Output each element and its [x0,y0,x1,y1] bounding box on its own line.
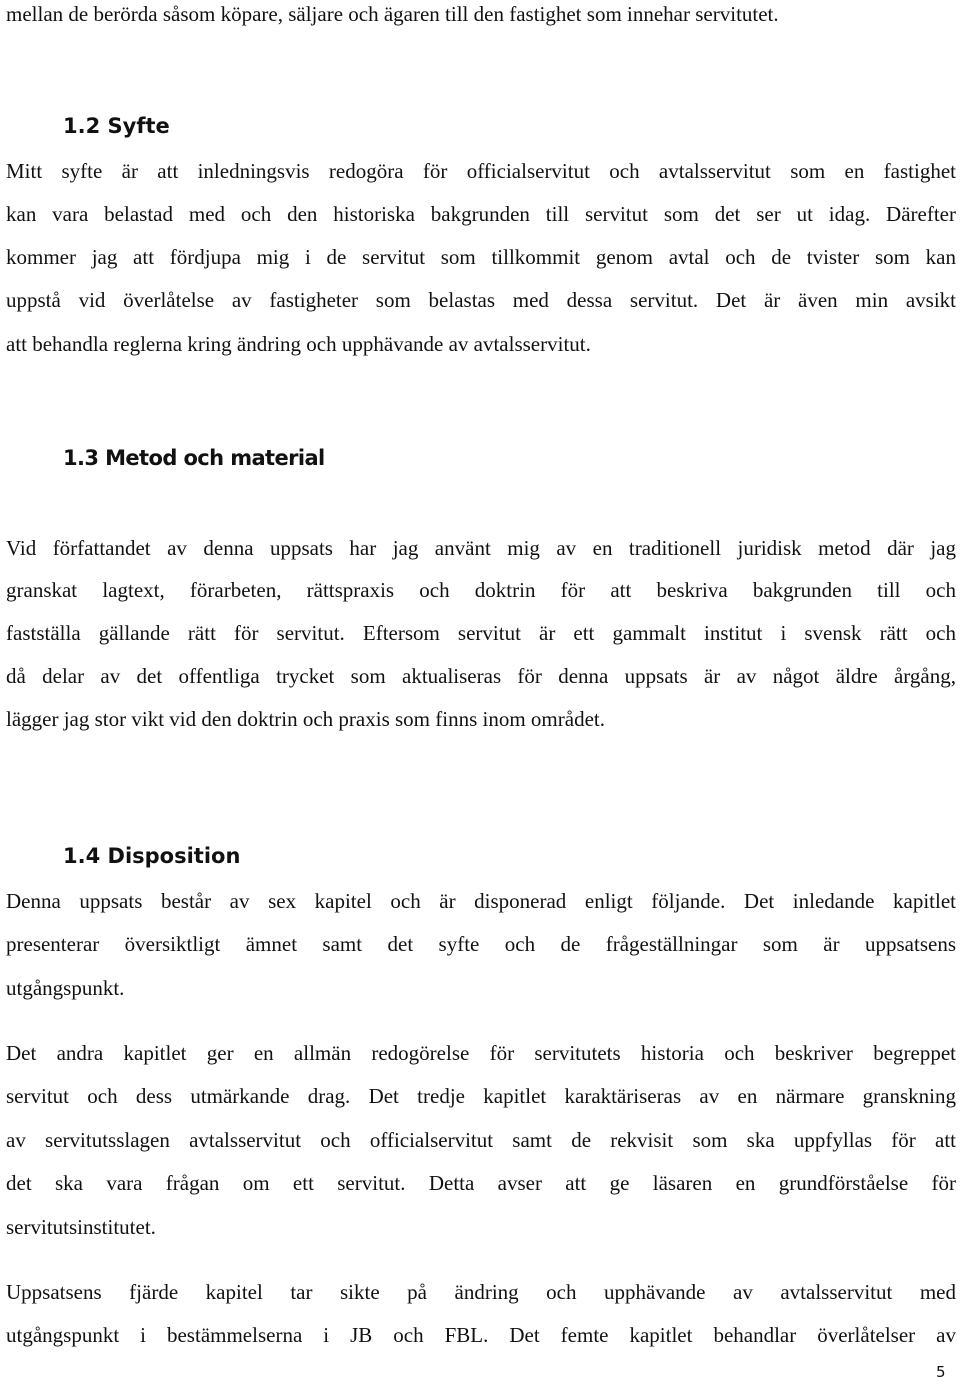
disposition-paragraph-line: Denna uppsats består av sex kapitel och är disponerad enligt följande. Det inledande kapitlet [6,889,956,913]
section-heading-syfte: 1.2 Syfte [63,114,170,138]
section-heading-metod: 1.3 Metod och material [63,446,325,470]
metod-paragraph-line: fastställa gällande rätt för servitut. Eftersom servitut är ett gammalt institut i svensk rätt och [6,621,956,645]
metod-paragraph-line: lägger jag stor vikt vid den doktrin och praxis som finns inom området. [6,707,605,731]
disposition-paragraph-line: utgångspunkt. [6,976,125,1000]
disposition-paragraph-line: Det andra kapitlet ger en allmän redogörelse för servitutets historia och beskriver begreppet [6,1041,956,1065]
disposition-paragraph-line: presenterar översiktligt ämnet samt det syfte och de frågeställningar som är uppsatsens [6,932,956,956]
metod-paragraph-line: då delar av det offentliga trycket som aktualiseras för denna uppsats är av något äldre årgång, [6,664,956,688]
syfte-paragraph-line: att behandla reglerna kring ändring och upphävande av avtalsservitut. [6,332,591,356]
syfte-paragraph-line: uppstå vid överlåtelse av fastigheter som belastas med dessa servitut. Det är även min avsikt [6,288,956,312]
metod-paragraph-line: Vid författandet av denna uppsats har jag använt mig av en traditionell juridisk metod där jag [6,536,956,560]
disposition-paragraph-line: Uppsatsens fjärde kapitel tar sikte på ändring och upphävande av avtalsservitut med [6,1280,956,1304]
syfte-paragraph-line: kan vara belastad med och den historiska bakgrunden till servitut som det ser ut idag. Därefter [6,202,956,226]
syfte-paragraph-line: Mitt syfte är att inledningsvis redogöra för officialservitut och avtalsservitut som en fastighet [6,159,956,183]
metod-paragraph-line: granskat lagtext, förarbeten, rättspraxis och doktrin för att beskriva bakgrunden till och [6,578,956,602]
syfte-paragraph-line: kommer jag att fördjupa mig i de servitut som tillkommit genom avtal och de tvister som kan [6,245,956,269]
disposition-paragraph-line: servitut och dess utmärkande drag. Det tredje kapitlet karaktäriseras av en närmare granskning [6,1084,956,1108]
page-number: 5 [936,1363,946,1381]
disposition-paragraph-line: det ska vara frågan om ett servitut. Detta avser att ge läsaren en grundförståelse för [6,1171,956,1195]
section-heading-disposition: 1.4 Disposition [63,844,241,868]
disposition-paragraph-line: av servitutsslagen avtalsservitut och officialservitut samt de rekvisit som ska uppfyllas för att [6,1128,956,1152]
disposition-paragraph-line: servitutsinstitutet. [6,1215,156,1239]
intro-text-line: mellan de berörda såsom köpare, säljare och ägaren till den fastighet som innehar servitutet. [6,2,779,26]
disposition-paragraph-line: utgångspunkt i bestämmelserna i JB och FBL. Det femte kapitlet behandlar överlåtelser av [6,1323,956,1347]
